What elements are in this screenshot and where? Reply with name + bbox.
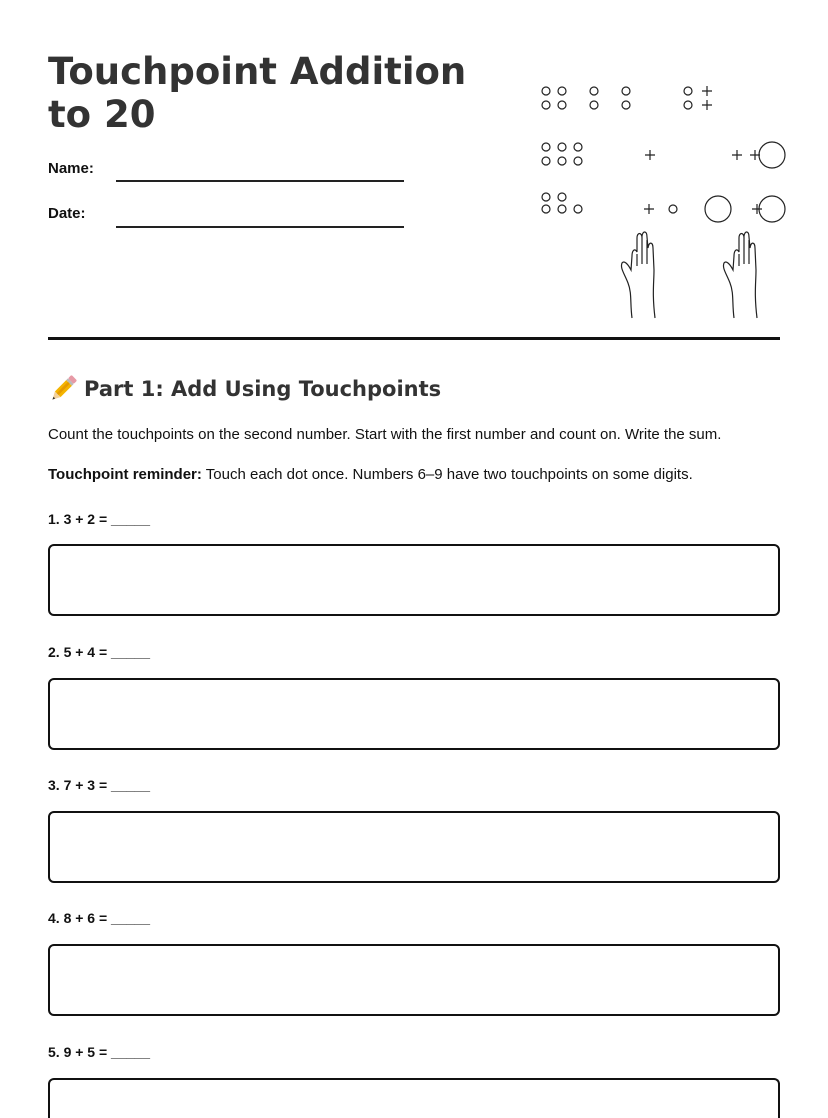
- header-divider: [48, 337, 780, 340]
- reminder-text: Touch each dot once. Numbers 6–9 have two touchpoints on some digits.: [201, 466, 693, 483]
- reminder-label: Touchpoint reminder:: [48, 466, 202, 483]
- name-label: Name:: [48, 160, 94, 177]
- date-label: Date:: [48, 205, 86, 222]
- answer-box[interactable]: [48, 944, 780, 1016]
- reminder-paragraph: [48, 465, 693, 485]
- question-label: 5. 9 + 5 = _____: [48, 1044, 150, 1060]
- answer-box[interactable]: [48, 678, 780, 750]
- answer-box[interactable]: [48, 1078, 780, 1118]
- question-label: 4. 8 + 6 = _____: [48, 910, 150, 926]
- page-title: Touchpoint Addition to 20: [48, 50, 467, 136]
- touchpoint-hands-illustration: [536, 78, 786, 323]
- instructions-text: Count the touchpoints on the second number. Start with the first number and count on. Write the sum.: [48, 426, 722, 443]
- question-label: 1. 3 + 2 = _____: [48, 511, 150, 527]
- date-field[interactable]: [116, 226, 404, 228]
- question-label: 2. 5 + 4 = _____: [48, 644, 150, 660]
- section-title: Part 1: Add Using Touchpoints: [84, 377, 442, 401]
- pencil-icon: [48, 374, 78, 404]
- name-field[interactable]: [116, 180, 404, 182]
- question-label: 3. 7 + 3 = _____: [48, 777, 150, 793]
- answer-box[interactable]: [48, 544, 780, 616]
- answer-box[interactable]: [48, 811, 780, 883]
- section-heading: [48, 374, 441, 404]
